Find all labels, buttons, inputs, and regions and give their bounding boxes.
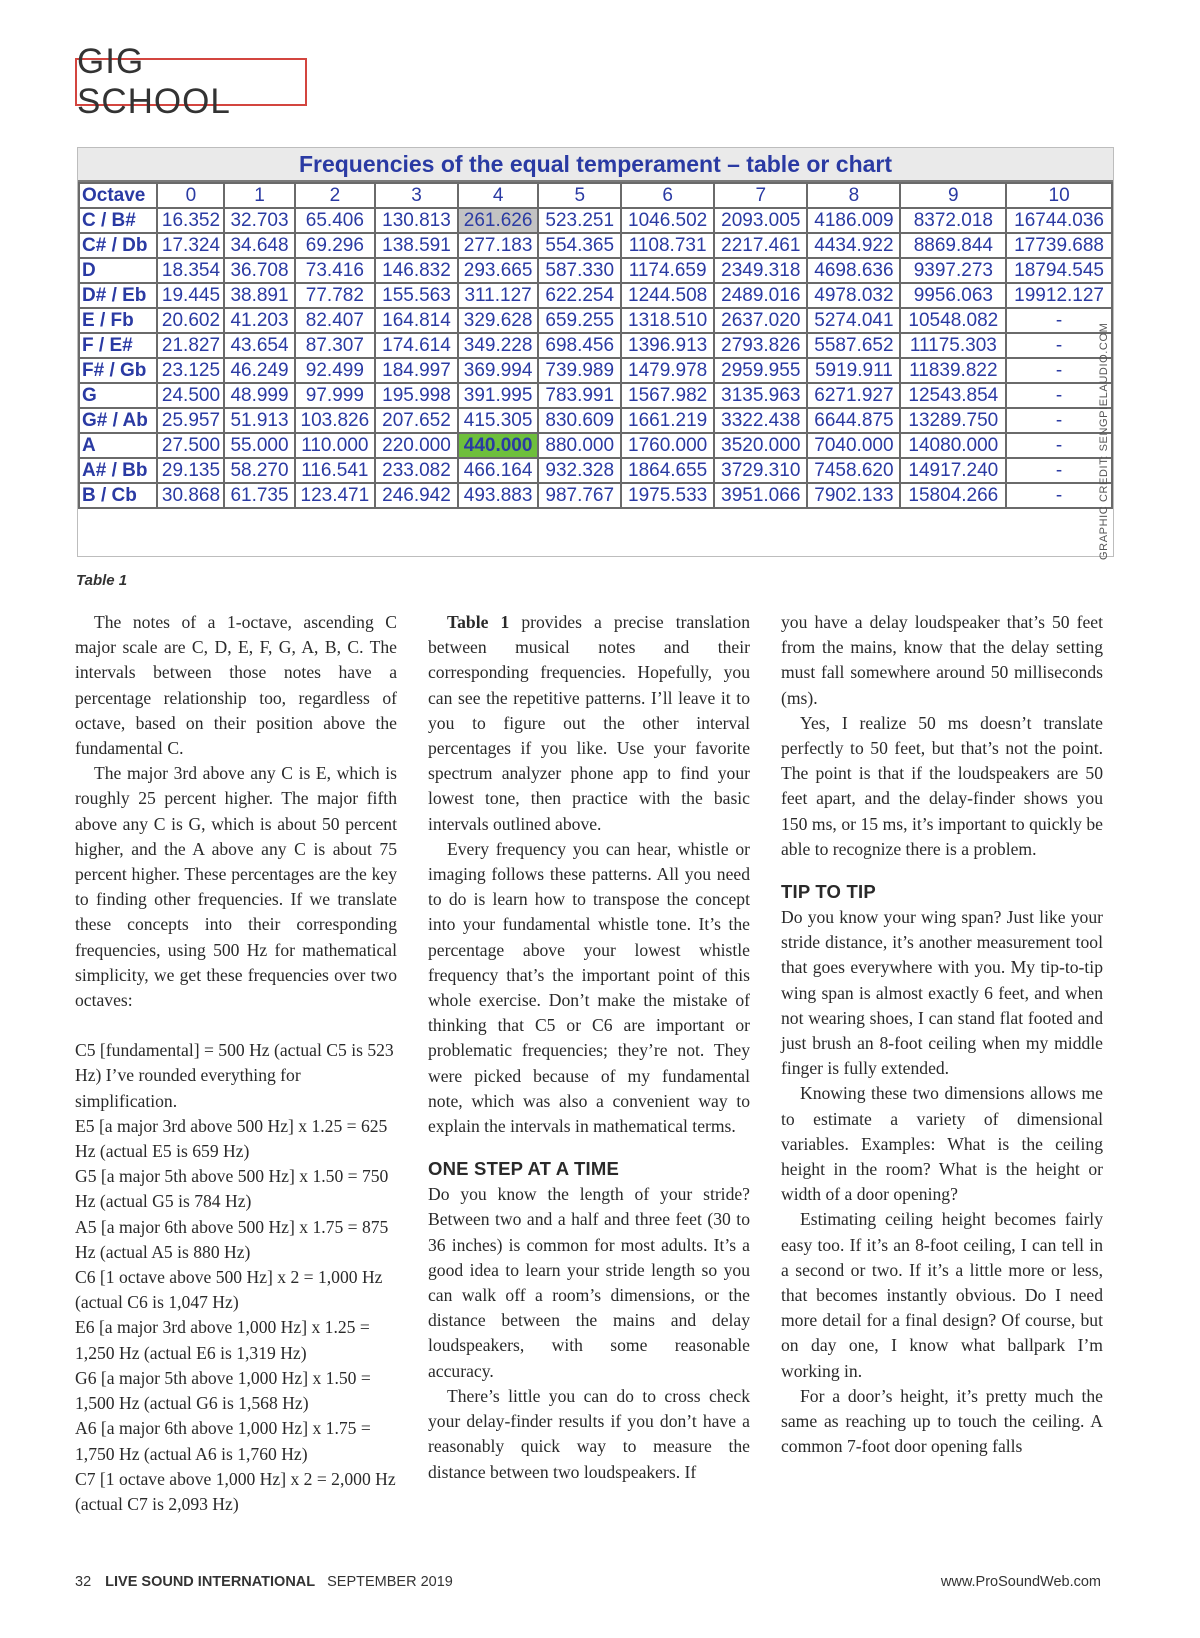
frequency-cell: 123.471	[295, 483, 376, 508]
frequency-cell: 523.251	[538, 208, 621, 233]
frequency-cell: 2637.020	[714, 308, 807, 333]
frequency-cell: 14917.240	[900, 458, 1006, 483]
frequency-cell: 622.254	[538, 283, 621, 308]
frequency-cell: 164.814	[375, 308, 458, 333]
note-name-cell: D# / Eb	[79, 283, 157, 308]
frequency-cell: 87.307	[295, 333, 376, 358]
frequency-cell: 2349.318	[714, 258, 807, 283]
frequency-cell: 1396.913	[621, 333, 714, 358]
frequency-list-item: E6 [a major 3rd above 1,000 Hz] x 1.25 = 1,250 Hz (actual E6 is 1,319 Hz)	[75, 1317, 370, 1363]
frequency-cell: 9956.063	[900, 283, 1006, 308]
frequency-cell: 1975.533	[621, 483, 714, 508]
article-column-1	[75, 610, 397, 1517]
frequency-cell: 880.000	[538, 433, 621, 458]
table-title: Frequencies of the equal temperament – table or chart	[78, 148, 1113, 182]
frequency-cell: 103.826	[295, 408, 376, 433]
frequency-cell: -	[1006, 458, 1112, 483]
page-number: 32	[75, 1574, 92, 1590]
frequency-cell: 97.999	[295, 383, 376, 408]
frequency-cell: 77.782	[295, 283, 376, 308]
frequency-cell: 3520.000	[714, 433, 807, 458]
table-row	[79, 433, 1112, 458]
subheading: TIP TO TIP	[781, 881, 876, 903]
frequency-cell: 3322.438	[714, 408, 807, 433]
frequency-cell: 3135.963	[714, 383, 807, 408]
frequency-cell: 587.330	[538, 258, 621, 283]
frequency-cell: 130.813	[375, 208, 458, 233]
frequency-cell: 110.000	[295, 433, 376, 458]
paragraph: Every frequency you can hear, whistle or imaging follows these patterns. All you need to do is learn how to transpose the concept into your fundamental whistle tone. It’s the percentage above your lowest whistle frequency that’s the important point of this whole exercise. Don’t make the mistake of thinking that C5 or C6 are important or problematic frequencies; they’re not. They were picked because of my fundamental note, which was also a convenient way to explain the intervals in mathematical terms.	[428, 838, 750, 1137]
frequency-cell: 493.883	[458, 483, 539, 508]
frequency-cell: 41.203	[224, 308, 294, 333]
octave-col-header: 7	[714, 183, 807, 208]
frequency-cell: 5274.041	[807, 308, 900, 333]
paragraph: Knowing these two dimensions allows me to estimate a variety of dimensional variables. Examples: What is the ceiling height in the room? What is the height or width of a door opening?	[781, 1083, 1103, 1205]
frequency-cell: -	[1006, 333, 1112, 358]
frequency-cell: 16.352	[157, 208, 224, 233]
note-name-cell: A# / Bb	[79, 458, 157, 483]
frequency-cell: 55.000	[224, 433, 294, 458]
paragraph: Yes, I realize 50 ms doesn’t translate perfectly to 50 feet, but that’s not the point. The point is that if the loudspeakers are 50 feet apart, and the delay-finder shows you 150 ms, or 15 ms, it’s important to quickly be able to recognize there is a problem.	[781, 712, 1103, 859]
frequency-cell: 391.995	[458, 383, 539, 408]
table-row	[79, 208, 1112, 233]
footer-left	[75, 1574, 453, 1590]
octave-col-header: 5	[538, 183, 621, 208]
frequency-cell: 8372.018	[900, 208, 1006, 233]
table-row	[79, 358, 1112, 383]
note-name-cell: F# / Gb	[79, 358, 157, 383]
frequency-cell: 184.997	[375, 358, 458, 383]
frequency-cell: 65.406	[295, 208, 376, 233]
paragraph	[428, 610, 750, 837]
frequency-cell: 783.991	[538, 383, 621, 408]
frequency-cell: 369.994	[458, 358, 539, 383]
frequency-cell: 8869.844	[900, 233, 1006, 258]
frequency-cell: 1318.510	[621, 308, 714, 333]
frequency-cell: 82.407	[295, 308, 376, 333]
table-row	[79, 408, 1112, 433]
frequency-cell: 7458.620	[807, 458, 900, 483]
paragraph: you have a delay loudspeaker that’s 50 feet from the mains, know that the delay setting must fall somewhere around 50 milliseconds (ms).	[781, 612, 1103, 708]
frequency-cell: 1108.731	[621, 233, 714, 258]
frequency-cell: 73.416	[295, 258, 376, 283]
paragraph: The notes of a 1-octave, ascending C major scale are C, D, E, F, G, A, B, C. The intervals between those notes have a percentage relationship too, regardless of octave, based on their position above the fundamental C.	[75, 612, 397, 759]
frequency-cell: 329.628	[458, 308, 539, 333]
note-name-cell: G# / Ab	[79, 408, 157, 433]
frequency-cell: -	[1006, 483, 1112, 508]
frequency-cell: 6271.927	[807, 383, 900, 408]
frequency-list-item: G6 [a major 5th above 1,000 Hz] x 1.50 = 1,500 Hz (actual G6 is 1,568 Hz)	[75, 1367, 371, 1414]
frequency-table	[78, 182, 1113, 509]
frequency-list-item: E5 [a major 3rd above 500 Hz] x 1.25 = 625 Hz (actual E5 is 659 Hz)	[75, 1115, 388, 1162]
issue-date: SEPTEMBER 2019	[327, 1574, 453, 1590]
frequency-cell: 440.000	[458, 433, 539, 458]
frequency-cell: 233.082	[375, 458, 458, 483]
frequency-cell: 4978.032	[807, 283, 900, 308]
frequency-list-item: A5 [a major 6th above 500 Hz] x 1.75 = 875 Hz (actual A5 is 880 Hz)	[75, 1216, 389, 1262]
frequency-cell: 7040.000	[807, 433, 900, 458]
article-column-3	[781, 610, 1103, 1460]
frequency-cell: 12543.854	[900, 383, 1006, 408]
frequency-cell: 207.652	[375, 408, 458, 433]
frequency-cell: 987.767	[538, 483, 621, 508]
frequency-cell: 174.614	[375, 333, 458, 358]
paragraph: The major 3rd above any C is E, which is roughly 25 percent higher. The major fifth above any C is G, which is about 50 percent higher, and the A above any C is about 75 percent higher. These percentages are the key to finding other frequencies. If we translate these concepts into their corresponding frequencies, using 500 Hz for mathematical simplicity, we get these frequencies over two octaves:	[75, 763, 397, 1011]
table-row	[79, 383, 1112, 408]
frequency-cell: 2489.016	[714, 283, 807, 308]
table-row	[79, 283, 1112, 308]
frequency-cell: 43.654	[224, 333, 294, 358]
frequency-cell: 5919.911	[807, 358, 900, 383]
table-reference: Table 1	[447, 612, 510, 632]
frequency-list-item: C5 [fundamental] = 500 Hz (actual C5 is 523 Hz) I’ve rounded everything for simplification.	[75, 1040, 394, 1111]
frequency-cell: 69.296	[295, 233, 376, 258]
frequency-list-item: C7 [1 octave above 1,000 Hz] x 2 = 2,000 Hz (actual C7 is 2,093 Hz)	[75, 1468, 396, 1514]
octave-col-header: 9	[900, 183, 1006, 208]
frequency-cell: 20.602	[157, 308, 224, 333]
frequency-cell: 23.125	[157, 358, 224, 383]
frequency-cell: 698.456	[538, 333, 621, 358]
frequency-cell: 1760.000	[621, 433, 714, 458]
frequency-cell: 1479.978	[621, 358, 714, 383]
octave-col-header: 4	[458, 183, 539, 208]
frequency-cell: 17739.688	[1006, 233, 1112, 258]
frequency-cell: 11175.303	[900, 333, 1006, 358]
octave-col-header: 0	[157, 183, 224, 208]
frequency-cell: 261.626	[458, 208, 539, 233]
frequency-cell: 19.445	[157, 283, 224, 308]
frequency-cell: 659.255	[538, 308, 621, 333]
octave-col-header: 6	[621, 183, 714, 208]
note-name-cell: D	[79, 258, 157, 283]
frequency-cell: 932.328	[538, 458, 621, 483]
subheading: ONE STEP AT A TIME	[428, 1158, 620, 1180]
frequency-cell: 51.913	[224, 408, 294, 433]
frequency-cell: 246.942	[375, 483, 458, 508]
table-header-row	[79, 183, 1112, 208]
paragraph: Do you know your wing span? Just like your stride distance, it’s another measurement tool that goes everywhere with you. My tip-to-tip wing span is almost exactly 6 feet, and when not wearing shoes, I can stand flat footed and just brush an 8-foot ceiling when my middle finger is fully extended.	[781, 907, 1103, 1079]
frequency-cell: 15804.266	[900, 483, 1006, 508]
frequency-cell: 349.228	[458, 333, 539, 358]
frequency-table-graphic	[77, 147, 1114, 557]
frequency-cell: 30.868	[157, 483, 224, 508]
frequency-cell: 6644.875	[807, 408, 900, 433]
publication-name: LIVE SOUND INTERNATIONAL	[105, 1574, 316, 1590]
frequency-cell: 293.665	[458, 258, 539, 283]
website-link[interactable]: www.ProSoundWeb.com	[940, 1574, 1101, 1590]
table-row	[79, 308, 1112, 333]
frequency-cell: 14080.000	[900, 433, 1006, 458]
frequency-cell: 32.703	[224, 208, 294, 233]
table-row	[79, 483, 1112, 508]
octave-col-header: 2	[295, 183, 376, 208]
note-name-cell: C / B#	[79, 208, 157, 233]
frequency-cell: 146.832	[375, 258, 458, 283]
frequency-cell: 7902.133	[807, 483, 900, 508]
frequency-cell: 311.127	[458, 283, 539, 308]
frequency-cell: -	[1006, 433, 1112, 458]
frequency-cell: 1244.508	[621, 283, 714, 308]
frequency-list-item: G5 [a major 5th above 500 Hz] x 1.50 = 750 Hz (actual G5 is 784 Hz)	[75, 1166, 389, 1212]
note-name-cell: A	[79, 433, 157, 458]
frequency-cell: 3729.310	[714, 458, 807, 483]
paragraph: Estimating ceiling height becomes fairly easy too. If it’s an 8-foot ceiling, I can tell in a second or two. If it’s a little more or less, that becomes instantly obvious. Do I need more detail for a final design? Of course, but on day one, I know what ballpark I’m working in.	[781, 1209, 1103, 1381]
frequency-cell: -	[1006, 308, 1112, 333]
octave-col-header: 8	[807, 183, 900, 208]
frequency-cell: 4434.922	[807, 233, 900, 258]
octave-col-header: 3	[375, 183, 458, 208]
frequency-cell: 1567.982	[621, 383, 714, 408]
frequency-cell: 554.365	[538, 233, 621, 258]
frequency-cell: 739.989	[538, 358, 621, 383]
frequency-list-item: C6 [1 octave above 500 Hz] x 2 = 1,000 Hz (actual C6 is 1,047 Hz)	[75, 1267, 383, 1313]
frequency-cell: 29.135	[157, 458, 224, 483]
frequency-cell: 2093.005	[714, 208, 807, 233]
frequency-cell: 2959.955	[714, 358, 807, 383]
table-row	[79, 458, 1112, 483]
section-tag: GIG SCHOOL	[75, 58, 307, 106]
frequency-cell: 25.957	[157, 408, 224, 433]
table-body	[79, 208, 1112, 508]
article-column-2	[428, 610, 750, 1485]
frequency-cell: 61.735	[224, 483, 294, 508]
frequency-cell: 58.270	[224, 458, 294, 483]
frequency-cell: 138.591	[375, 233, 458, 258]
frequency-cell: 195.998	[375, 383, 458, 408]
frequency-cell: 24.500	[157, 383, 224, 408]
frequency-cell: 16744.036	[1006, 208, 1112, 233]
frequency-cell: 415.305	[458, 408, 539, 433]
frequency-cell: 18794.545	[1006, 258, 1112, 283]
frequency-cell: 11839.822	[900, 358, 1006, 383]
note-name-cell: G	[79, 383, 157, 408]
frequency-cell: 21.827	[157, 333, 224, 358]
frequency-cell: 1046.502	[621, 208, 714, 233]
note-name-cell: C# / Db	[79, 233, 157, 258]
frequency-cell: -	[1006, 383, 1112, 408]
paragraph: For a door’s height, it’s pretty much the same as reaching up to touch the ceiling. A common 7-foot door opening falls	[781, 1385, 1103, 1457]
octave-header: Octave	[79, 183, 157, 208]
frequency-cell: 5587.652	[807, 333, 900, 358]
table-row	[79, 233, 1112, 258]
frequency-cell: 277.183	[458, 233, 539, 258]
note-name-cell: B / Cb	[79, 483, 157, 508]
frequency-cell: 830.609	[538, 408, 621, 433]
frequency-cell: 155.563	[375, 283, 458, 308]
paragraph: There’s little you can do to cross check your delay-finder results if you don’t have a reasonably quick way to measure the distance between two loudspeakers. If	[428, 1385, 750, 1482]
frequency-cell: -	[1006, 408, 1112, 433]
octave-col-header: 1	[224, 183, 294, 208]
frequency-cell: 10548.082	[900, 308, 1006, 333]
frequency-cell: 46.249	[224, 358, 294, 383]
frequency-cell: 17.324	[157, 233, 224, 258]
table-row	[79, 333, 1112, 358]
frequency-cell: 220.000	[375, 433, 458, 458]
frequency-cell: 4698.636	[807, 258, 900, 283]
paragraph: Do you know the length of your stride? Between two and a half and three feet (30 to 36 inches) is common for most adults. It’s a good idea to learn your stride length so you can walk off a room’s dimensions, or the distance between the mains and delay loudspeakers, with some reasonable accuracy.	[428, 1184, 750, 1381]
frequency-cell: 92.499	[295, 358, 376, 383]
frequency-cell: 38.891	[224, 283, 294, 308]
frequency-cell: 13289.750	[900, 408, 1006, 433]
frequency-cell: 36.708	[224, 258, 294, 283]
frequency-cell: 4186.009	[807, 208, 900, 233]
frequency-cell: 2793.826	[714, 333, 807, 358]
frequency-cell: 18.354	[157, 258, 224, 283]
frequency-cell: 116.541	[295, 458, 376, 483]
note-name-cell: E / Fb	[79, 308, 157, 333]
paragraph-text: provides a precise translation between musical notes and their corresponding frequencies. Hopefully, you can see the repetitive patterns. I’ll leave it to you to figure out the other interval percentages if you like. Use your favorite spectrum analyzer phone app to find your lowest tone, then practice with the basic intervals outlined above.	[428, 612, 751, 834]
frequency-cell: 1864.655	[621, 458, 714, 483]
frequency-cell: 1661.219	[621, 408, 714, 433]
frequency-list-item: A6 [a major 6th above 1,000 Hz] x 1.75 = 1,750 Hz (actual A6 is 1,760 Hz)	[75, 1418, 371, 1464]
frequency-cell: 466.164	[458, 458, 539, 483]
frequency-cell: 34.648	[224, 233, 294, 258]
frequency-cell: 9397.273	[900, 258, 1006, 283]
table-caption: Table 1	[76, 572, 128, 589]
note-name-cell: F / E#	[79, 333, 157, 358]
octave-col-header: 10	[1006, 183, 1112, 208]
graphic-credit: GRAPHIC CREDIT: SENGPIELAUDIO.COM	[1098, 322, 1110, 560]
frequency-cell: 1174.659	[621, 258, 714, 283]
frequency-cell: 2217.461	[714, 233, 807, 258]
frequency-cell: 3951.066	[714, 483, 807, 508]
frequency-cell: 27.500	[157, 433, 224, 458]
frequency-cell: 19912.127	[1006, 283, 1112, 308]
frequency-cell: 48.999	[224, 383, 294, 408]
table-row	[79, 258, 1112, 283]
frequency-cell: -	[1006, 358, 1112, 383]
